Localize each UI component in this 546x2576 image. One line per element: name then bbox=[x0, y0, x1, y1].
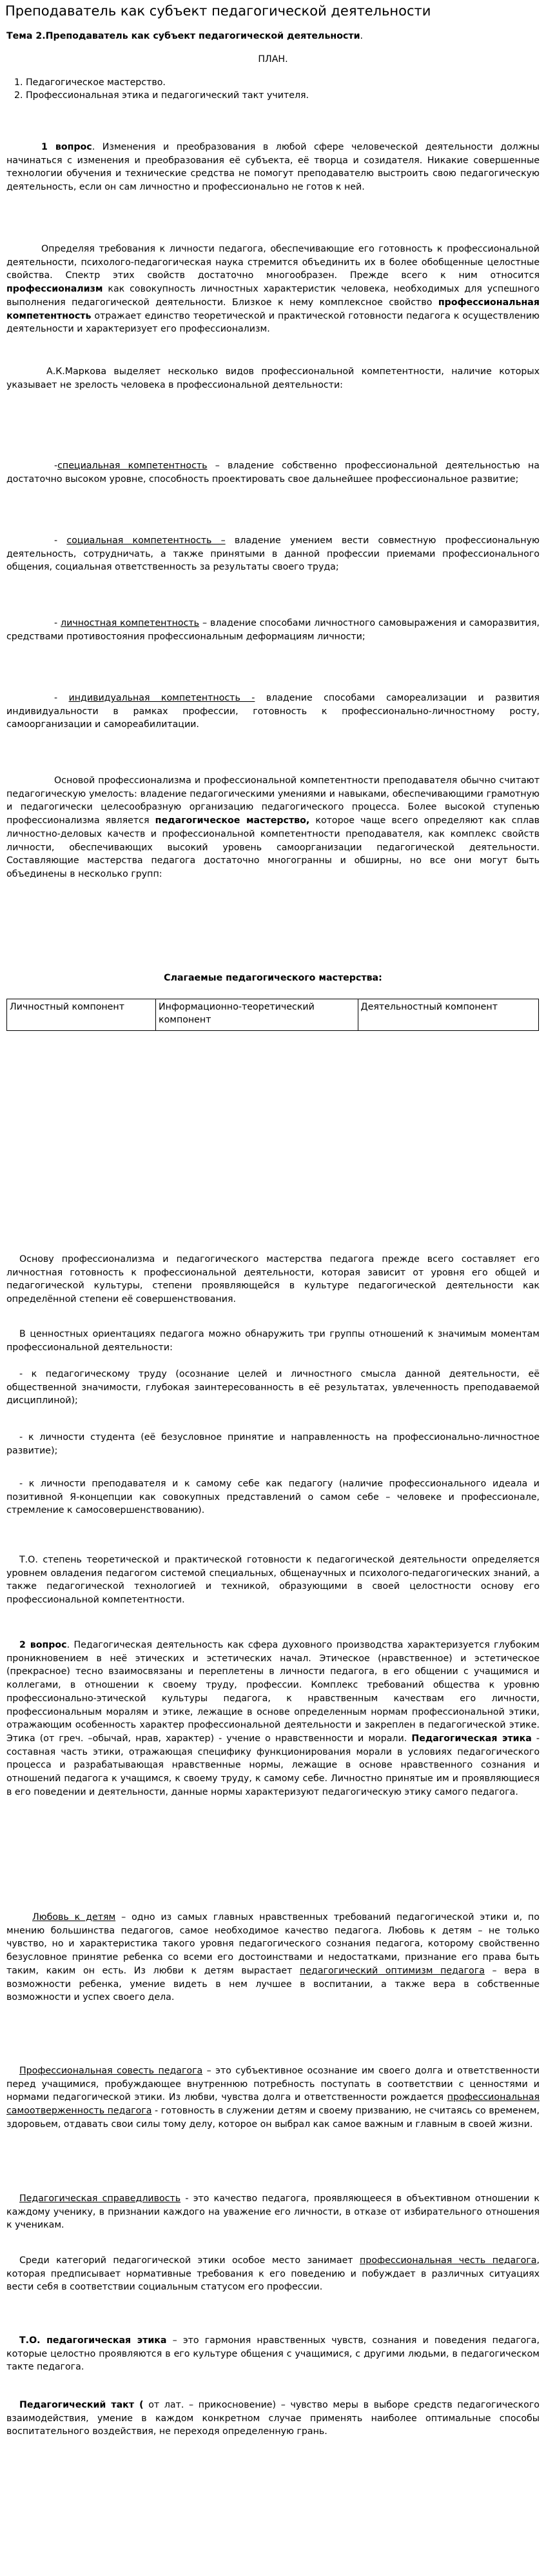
love-text: – вера в возможности ребенка, умение видеть в нем лучшее в воспитании, а также вера в собственные возможности и успех своего дела. bbox=[6, 1965, 540, 2003]
pedagogical-ethics-term: Педагогическая этика bbox=[411, 1733, 532, 1744]
topic-label: Тема 2.Преподаватель как субъект педагогической деятельности bbox=[6, 31, 360, 41]
ethics-summary-lead: Т.О. bbox=[19, 2335, 47, 2346]
conscience-paragraph bbox=[6, 2064, 540, 2132]
mastery-term: педагогическое мастерство, bbox=[155, 815, 310, 826]
justice-text: - это качество педагога, проявляющееся в объективном отношении к каждому ученику, в признании каждого на уважение его личности, в отказе от избирательного отношения к ученикам. bbox=[6, 2193, 540, 2231]
honor-paragraph bbox=[6, 2254, 540, 2294]
ethics-summary-text: – это гармония нравственных чувств, сознания и поведения педагога, которые целостно проявляются в его культуре общения с учащимися, с другими людьми, в педагогическом такте педагога. bbox=[6, 2335, 540, 2373]
plan-item: 1. Педагогическое мастерство. bbox=[26, 76, 546, 89]
table-cell: Личностный компонент bbox=[7, 999, 156, 1031]
mastery-text: Основой профессионализма и профессиональной компетентности преподавателя обычно считают педагогическую умелость: владение педагогическими умениями и навыками, обеспечивающими грамотную и педагогически целесообразную организацию педагогического процесса. Более высокой ступенью профессионализма является bbox=[6, 775, 540, 826]
item-term: личностная компетентность bbox=[61, 618, 200, 628]
tact-term: Педагогический такт ( bbox=[19, 2400, 144, 2410]
optimism-term: педагогический оптимизм педагога bbox=[300, 1965, 485, 1976]
table-row bbox=[7, 999, 539, 1031]
values-item: - к личности студента (её безусловное принятие и направленность на профессионально-личностное развитие); bbox=[6, 1432, 540, 1456]
competence-item-social bbox=[6, 534, 540, 574]
table-cell: Информационно-теоретический компонент bbox=[156, 999, 358, 1031]
readiness-text: отражает единство теоретической и практической готовности педагога к осуществлению деятельности и характеризует его профессионализм. bbox=[6, 310, 540, 335]
conscience-term: Профессиональная совесть педагога bbox=[19, 2066, 203, 2076]
item-prefix: - bbox=[54, 535, 67, 546]
values-item: - к педагогическому труду (осознание целей и личностного смысла данной деятельности, её общественной значимости, глубокая заинтересованность в её результатах, увлеченность преподаваемой дисциплиной); bbox=[6, 1369, 540, 1406]
values-intro: В ценностных ориентациях педагога можно обнаружить три группы отношений к значимым моментам профессиональной деятельности: bbox=[6, 1329, 540, 1353]
item-text: владение способами самореализации и развития индивидуальности в рамках профессии, готовность к профессионально-личностному росту, самоорганизации и самореабилитации. bbox=[6, 693, 540, 730]
question-2-text: - составная часть этики, отражающая специфику функционирования морали в условиях педагогического процесса и разрабатывающая нравственные нормы, лежащие в основе нравственного сознания и отношений педагога к учащимся, к своему труду, к самому себе. Личностно принятые им и проявляющиеся в его поведении и деятельности, данные нормы характеризуют педагогическую этику самого педагога. bbox=[6, 1733, 540, 1797]
item-text: владение умением вести совместную профессиональную деятельность, сотрудничать, а также принятыми в данной профессии приемами профессионального общения, социальная ответственность за результаты своего труда; bbox=[6, 535, 540, 573]
ethics-summary-term: педагогическая этика bbox=[46, 2335, 167, 2346]
professionalism-term: профессионализм bbox=[6, 284, 103, 295]
readiness-text: Определяя требования к личности педагога, обеспечивающие его готовность к профессиональной деятельности, психолого-педагогическая наука стремится объединить их в более обобщенные целостные свойства. Спектр этих свойств достаточно многообразен. Прежде всего к ним относится bbox=[6, 244, 540, 281]
item-prefix: - bbox=[54, 461, 58, 471]
item-term: индивидуальная компетентность - bbox=[68, 693, 255, 703]
page-title: Преподаватель как субъект педагогической деятельности bbox=[5, 3, 431, 19]
love-paragraph bbox=[6, 1911, 540, 2004]
mastery-text: которое чаще всего определяют как сплав личностно-деловых качеств и профессиональной компетентности преподавателя, как комплекс свойств личности, обеспечивающих высокий уровень самоорганизации педагогической деятельности. Составляющие мастерства педагога достаточно многогранны и обширны, но все они могут быть объединены в несколько групп: bbox=[6, 815, 540, 879]
tact-text: от лат. – прикосновение) – чувство меры в выборе средств педагогического взаимодействия, умение в каждом конкретном случае применять наиболее оптимальные способы воспитательного воздействия, не переходя определенную грань. bbox=[6, 2400, 540, 2437]
plan-item: 2. Профессиональная этика и педагогический такт учителя. bbox=[26, 89, 546, 102]
justice-term: Педагогическая справедливость bbox=[19, 2193, 181, 2204]
item-text: – владение способами личностного самовыражения и саморазвития, средствами противостояния профессиональным деформациям личности; bbox=[6, 618, 540, 642]
markova-intro: А.К.Маркова выделяет несколько видов профессиональной компетентности, наличие которых указывает не зрелость человека в профессиональной деятельности: bbox=[6, 366, 540, 390]
competence-term: профессиональная компетентность bbox=[6, 297, 540, 321]
self-sacrifice-term: профессиональная самоотверженность педагога bbox=[6, 2092, 540, 2117]
question-2-text: . Педагогическая деятельность как сфера духовного производства характеризуется глубоким проникновением в неё этических и эстетических начал. Этическое (нравственное) и эстетическое (прекрасное) тесно взаимосвязаны и переплетены в личности педагога, в его общении с учащимися и коллегами, в отношении к своему труду, профессии. Комплекс требований общества к уровню профессионально-этической культуры педагога, к нравственным качествам его личности, профессиональным моралям и этике, лежащие в основе определенным нормам профессиональной этики, отражающим особенность характер профессиональной деятельности и закреплен в педагогической этике. Этика (от греч. –обычай, нрав, характер) - учение о нравственности и морали. bbox=[6, 1640, 540, 1744]
love-text: – одно из самых главных нравственных требований педагогической этики и, по мнению большинства педагогов, самое необходимое качество педагога. Любовь к детям – не только чувство, но и характеристика такого уровня педагогического сознания педагога, которому свойственно безусловное принятие ребенка со всеми его достоинствами и недостатками, признание его права быть таким, каким он есть. Из любви к детям вырастает bbox=[6, 1912, 540, 1976]
question-2-label: 2 вопрос bbox=[19, 1640, 67, 1650]
item-term: социальная компетентность – bbox=[66, 535, 226, 546]
item-prefix: - bbox=[54, 693, 69, 703]
love-term: Любовь к детям bbox=[32, 1912, 116, 1922]
conscience-text: - готовность в служении детям и своему призванию, не считаясь со временем, здоровьем, отдавать свои силы тому делу, которое он выбрал как самое важным и главным в своей жизни. bbox=[6, 2106, 540, 2130]
plan-heading: ПЛАН. bbox=[258, 54, 288, 65]
mastery-paragraph bbox=[6, 774, 540, 881]
components-table bbox=[6, 999, 539, 1031]
justice-paragraph bbox=[6, 2192, 540, 2232]
readiness-paragraph bbox=[6, 243, 540, 336]
conscience-text: – это субъективное осознание им своего долга и ответственности перед учащимися, пробуждающее внутреннюю потребность поступать в соответствии с ценностями и нормами педагогической этики. Из любви, чувства долга и ответственности рождается bbox=[6, 2066, 540, 2103]
question-1-paragraph bbox=[6, 141, 540, 194]
components-heading: Слагаемые педагогического мастерства: bbox=[164, 973, 382, 983]
readiness-text: как совокупность личностных характеристик человека, необходимых для успешного выполнения педагогической деятельности. Близкое к нему комплексное свойство bbox=[6, 284, 540, 308]
honor-text: , которая предписывает нормативные требования к его поведению и побуждает в различных ситуациях вести себя в соответствии социальным статусом его профессии. bbox=[6, 2255, 540, 2293]
topic-suffix: . bbox=[360, 31, 364, 41]
question-1-label: 1 вопрос bbox=[41, 142, 92, 152]
item-prefix: - bbox=[54, 618, 61, 628]
question-1-text: . Изменения и преобразования в любой сфере человеческой деятельности должны начинаться с изменения и преобразования её субъекта, её творца и созидателя. Никакие совершенные технологии обучения и технические средства не помогут преподавателю выстроить свою педагогическую деятельность, если он сам личностно и профессионально не готов к ней. bbox=[6, 142, 540, 193]
honor-term: профессиональная честь педагога bbox=[360, 2255, 537, 2266]
degree-paragraph: Т.О. степень теоретической и практической готовности к педагогической деятельности определяется уровнем овладения педагогом системой специальных, общенаучных и психолого-педагогических знаний, а также педагогической технологией и техникой, образующими в своей целостности основу его профессиональной компетентности. bbox=[6, 1555, 540, 1606]
plan-list bbox=[6, 76, 546, 102]
item-term: специальная компетентность bbox=[57, 461, 208, 471]
tact-paragraph bbox=[6, 2399, 540, 2439]
competence-item-personal bbox=[6, 617, 540, 643]
competence-item-special bbox=[6, 459, 540, 486]
topic-line bbox=[6, 30, 540, 43]
question-2-paragraph bbox=[6, 1639, 540, 1799]
competence-item-individual bbox=[6, 692, 540, 732]
item-text: – владение собственно профессиональной деятельностью на достаточно высоком уровне, способность проектировать свое дальнейшее профессиональное развитие; bbox=[6, 461, 540, 484]
culture-paragraph: Основу профессионализма и педагогического мастерства педагога прежде всего составляет его личностная готовность к профессиональной деятельности, которая зависит от уровня его общей и педагогической культуры, степени проявляющейся в культуре педагогической деятельности как определённой степени её совершенствования. bbox=[6, 1254, 540, 1305]
honor-text: Среди категорий педагогической этики особое место занимает bbox=[19, 2255, 360, 2266]
table-cell: Деятельностный компонент bbox=[358, 999, 539, 1031]
ethics-summary-paragraph bbox=[6, 2334, 540, 2374]
values-item: - к личности преподавателя и к самому себе как педагогу (наличие профессионального идеала и позитивной Я-концепции как совокупных представлений о самом себе – человеке и профессионале, стремление к самосовершенствованию). bbox=[6, 1479, 540, 1516]
